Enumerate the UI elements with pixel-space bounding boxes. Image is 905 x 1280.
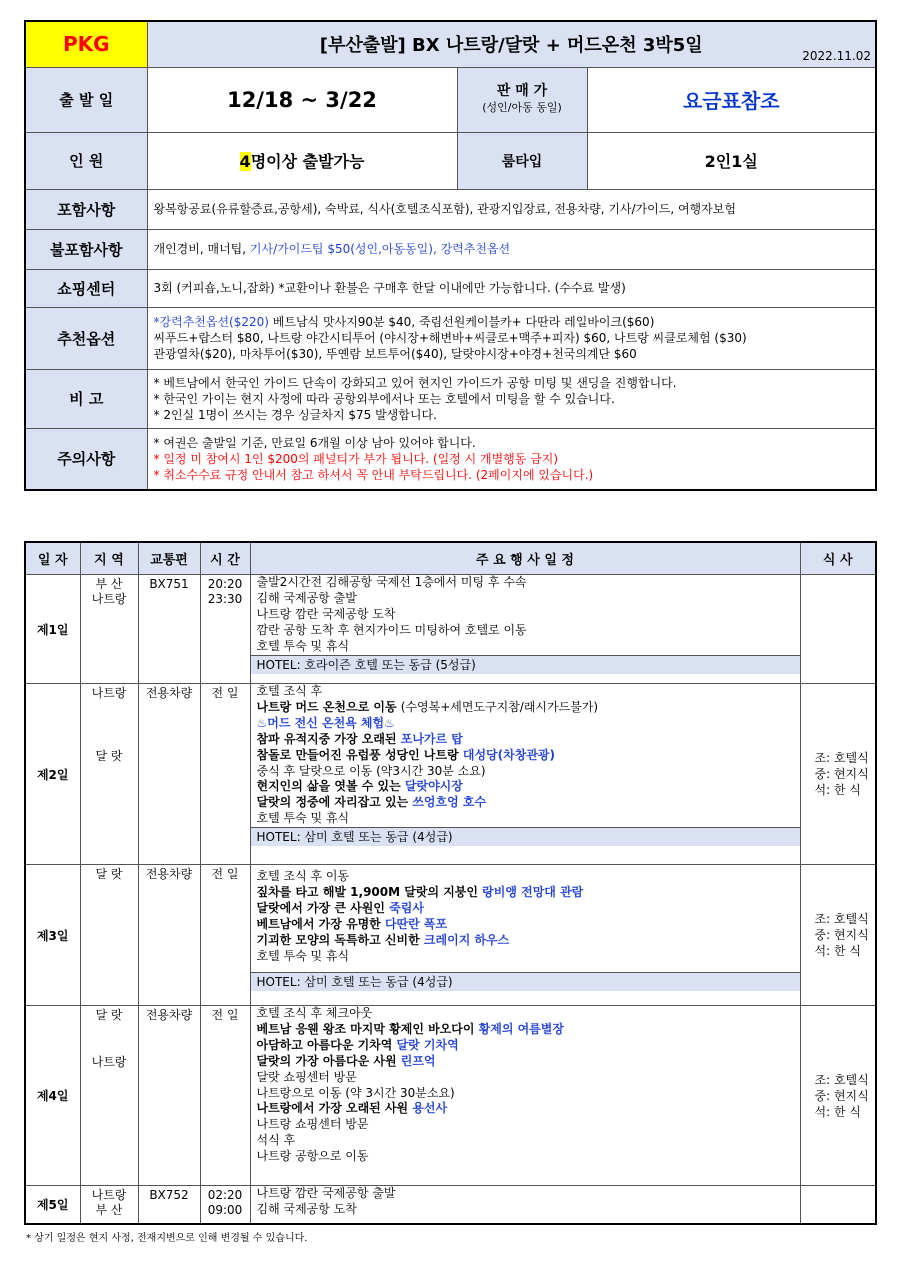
activity-line: 나트랑 깜란 국제공항 도착	[256, 606, 396, 621]
day-label: 제1일	[25, 575, 80, 684]
col-header-time: 시 간	[200, 542, 250, 575]
day-row	[25, 1006, 876, 1186]
shopping-text: 3회 (커피숍,노니,잡화) *교환이나 환불은 구매후 한달 이내에만 가능합니다. (수수료 발생)	[147, 269, 876, 307]
options-label: 추천옵션	[25, 307, 147, 369]
day-label: 제3일	[25, 865, 80, 1006]
activity-line: 중식 후 달랏으로 이동 (약3시간 30분 소요)	[256, 763, 486, 778]
meal-line: 중: 현지식	[814, 928, 869, 942]
activity-highlight: 황제의 여름별장	[478, 1021, 564, 1036]
day-label: 제4일	[25, 1006, 80, 1186]
caution-text	[147, 428, 876, 490]
remarks-label: 비 고	[25, 369, 147, 428]
activity-line: 석식 후	[256, 1133, 296, 1148]
price-label-sub: (성인/아동 동일)	[482, 101, 562, 114]
activity-line: 호텔 조식 후 이동	[256, 869, 350, 883]
options-line-1	[154, 314, 870, 330]
day-activities	[250, 1186, 800, 1224]
hotel-info: HOTEL: 삼미 호텔 또는 동급 (4성급)	[251, 827, 800, 846]
day-region	[80, 1186, 138, 1224]
day-time: 전 일	[200, 865, 250, 1006]
region-line: 부 산	[95, 577, 123, 591]
activity-line	[251, 700, 800, 716]
meal-line: 석: 한 식	[814, 944, 861, 958]
options-line-2: 씨푸드+랍스터 $80, 나트랑 야간시티투어 (야시장+해변바+씨클로+맥주+피자) $60, 나트랑 씨클로체험 ($30)	[153, 331, 747, 345]
activity-line: 호텔 투숙 및 휴식	[256, 638, 350, 653]
day-transport: 전용차량	[138, 1006, 200, 1186]
region-line: 나트랑	[91, 1055, 127, 1069]
region-line: 나트랑	[91, 592, 127, 606]
activity-highlight: 린프억	[400, 1053, 436, 1068]
day-transport: BX752	[138, 1186, 200, 1224]
activity-highlight: 죽림사	[389, 900, 424, 915]
caution-line-2: * 일정 미 참여시 1인 $200의 패널티가 부가 됩니다. (일정 시 개별행동 금지)	[153, 451, 559, 466]
activity-line	[251, 901, 800, 917]
shopping-label: 쇼핑센터	[25, 269, 147, 307]
activity-line	[251, 1054, 800, 1070]
day-label: 제2일	[25, 684, 80, 865]
activity-main: 짚차를 타고 해발 1,900M 달랏의 지붕인	[256, 884, 483, 899]
activity-line: 김해 국제공항 출발	[256, 590, 357, 605]
remarks-line-1: * 베트남에서 한국인 가이드 단속이 강화되고 있어 현지인 가이드가 공항 미팅 및 샌딩을 진행합니다.	[153, 375, 677, 390]
activity-main: 참파 유적지중 가장 오래된	[256, 731, 401, 746]
day-meals	[800, 1186, 876, 1224]
pkg-badge: PKG	[25, 21, 147, 67]
people-min-count: 4	[239, 152, 251, 171]
col-header-day: 일 자	[25, 542, 80, 575]
day-meals	[800, 684, 876, 865]
region-line: 나트랑	[91, 686, 127, 700]
day-label: 제5일	[25, 1186, 80, 1224]
activity-main: 베트남에서 가장 유명한	[256, 916, 385, 931]
day-meals	[800, 575, 876, 684]
included-label: 포함사항	[25, 189, 147, 229]
day-activities	[250, 575, 800, 684]
day-region	[80, 684, 138, 865]
people-text: 명이상 출발가능	[250, 152, 365, 171]
activity-main: 달랏의 가장 아름다운 사원	[256, 1053, 401, 1068]
activity-main: 참돌로 만들어진 유럽풍 성당인 나트랑	[256, 747, 463, 762]
day-activities	[250, 1006, 800, 1186]
day-row	[25, 575, 876, 684]
activity-highlight: 달랏 기차역	[396, 1037, 459, 1052]
day-row	[25, 865, 876, 1006]
title-text: [부산출발] BX 나트랑/달랏 + 머드온천 3박5일	[319, 35, 703, 57]
activity-line: 호텔 조식 후 체크아웃	[256, 1006, 373, 1020]
excluded-part-b: 기사/가이드팁 $50(성인,아동동일), 강력추천옵션	[249, 242, 511, 256]
day-transport: BX751	[138, 575, 200, 684]
day-transport: 전용차량	[138, 865, 200, 1006]
activity-main: 달랏의 정중에 자리잡고 있는	[256, 795, 413, 810]
activity-line: 나트랑 공항으로 이동	[256, 1149, 369, 1164]
activity-line: 호텔 투숙 및 휴식	[256, 948, 350, 963]
day-meals	[800, 1006, 876, 1186]
people-label: 인 원	[25, 132, 147, 189]
activity-line: 호텔 조식 후	[256, 684, 323, 698]
activity-line: 김해 국제공항 도착	[256, 1201, 357, 1216]
activity-main: 달랏에서 가장 큰 사원인	[256, 900, 390, 915]
meal-line: 석: 한 식	[814, 1104, 861, 1119]
excluded-label: 불포함사항	[25, 229, 147, 269]
activity-highlight: 대성당(차창관광)	[462, 747, 555, 762]
time-line: 20:20	[207, 577, 243, 591]
activity-main: 기괴한 모양의 독특하고 신비한	[256, 932, 424, 947]
activity-highlight: 다딴란 폭포	[384, 916, 448, 931]
meal-line: 조: 호텔식	[814, 1072, 869, 1087]
activity-line	[251, 779, 800, 795]
package-title	[147, 21, 876, 67]
day-row	[25, 1186, 876, 1224]
activity-detail: (수영복+세면도구지참/래시가드불가)	[400, 699, 599, 714]
activity-line	[251, 885, 800, 901]
col-header-meals: 식 사	[800, 542, 876, 575]
activity-line	[251, 732, 800, 748]
options-strong-recommend: *강력추천옵션($220)	[153, 315, 273, 329]
activity-highlight: 랑비앵 전망대 관람	[482, 884, 584, 899]
day-row	[25, 684, 876, 865]
activity-main: 나트랑 머드 온천으로 이동	[256, 699, 401, 714]
region-line: 나트랑	[91, 1188, 127, 1202]
activity-line	[251, 1022, 800, 1038]
activity-line	[251, 1101, 800, 1117]
col-header-region: 지 역	[80, 542, 138, 575]
activity-line: 깜란 공항 도착 후 현지가이드 미팅하여 호텔로 이동	[256, 622, 527, 637]
activity-line	[251, 748, 800, 764]
col-header-transport: 교통편	[138, 542, 200, 575]
hotel-info: HOTEL: 호라이즌 호텔 또는 동급 (5성급)	[251, 655, 800, 674]
day-time: 전 일	[200, 1006, 250, 1186]
activity-line	[251, 1038, 800, 1054]
excluded-part-a: 개인경비, 매너팁,	[153, 242, 250, 256]
activity-line: 나트랑 깜란 국제공항 출발	[256, 1186, 396, 1200]
price-label-main: 판 매 가	[496, 83, 548, 99]
col-header-itinerary: 주 요 행 사 일 정	[250, 542, 800, 575]
activity-line	[251, 795, 800, 811]
options-line-3: 관광열차($20), 마차투어($30), 뚜옌람 보트투어($40), 달랏야시장+야경+천국의계단 $60	[153, 347, 637, 361]
footnote: * 상기 일정은 현지 사정, 전재지변으로 인해 변경될 수 있습니다.	[26, 1233, 308, 1244]
day-region	[80, 1006, 138, 1186]
departure-value: 12/18 ~ 3/22	[147, 67, 457, 132]
activity-line: 달랏 쇼핑센터 방문	[256, 1069, 357, 1084]
region-line: 달 랏	[95, 1008, 123, 1022]
day-transport: 전용차량	[138, 684, 200, 865]
region-line: 달 랏	[95, 749, 123, 763]
day-activities	[250, 684, 800, 865]
remarks-line-2: * 한국인 가이는 현지 사정에 따라 공항외부에서나 또는 호텔에서 미팅을 할 수 있습니다.	[153, 391, 615, 406]
activity-line: 나트랑으로 이동 (약 3시간 30분소요)	[256, 1085, 455, 1100]
day-region: 달 랏	[80, 865, 138, 1006]
activity-line: ♨머드 전신 온천욕 체험♨	[256, 715, 395, 730]
day-time	[200, 575, 250, 684]
activity-highlight: 용선사	[412, 1101, 448, 1116]
caution-line-3: * 취소수수료 규정 안내서 참고 하셔서 꼭 안내 부탁드립니다. (2페이지에 있습니다.)	[153, 467, 594, 482]
activity-main: 현지인의 삶을 엿볼 수 있는	[256, 779, 405, 794]
included-text: 왕복항공료(유류할증료,공항세), 숙박료, 식사(호텔조식포함), 관광지입장료, 전용차량, 기사/가이드, 여행자보험	[147, 189, 876, 229]
meal-line: 조: 호텔식	[814, 751, 869, 765]
remarks-line-3: * 2인실 1명이 쓰시는 경우 싱글차지 $75 발생합니다.	[153, 407, 437, 422]
itinerary-table	[24, 541, 877, 1225]
meal-line: 중: 현지식	[814, 1088, 869, 1103]
activity-main: 나트랑에서 가장 오래된 사원	[256, 1101, 413, 1116]
activity-main: 베트남 응웬 왕조 마지막 황제인 바오다이	[256, 1021, 479, 1036]
caution-label: 주의사항	[25, 428, 147, 490]
departure-label: 출 발 일	[25, 67, 147, 132]
meal-line: 석: 한 식	[814, 783, 861, 797]
activity-line	[251, 917, 800, 933]
remarks-text	[147, 369, 876, 428]
activity-line: 나트랑 쇼핑센터 방문	[256, 1117, 369, 1132]
people-value	[147, 132, 457, 189]
day-meals	[800, 865, 876, 1006]
room-value: 2인1실	[587, 132, 876, 189]
activity-highlight: 달랏야시장	[404, 779, 463, 794]
activity-line: 출발2시간전 김해공항 국제선 1층에서 미팅 후 수속	[256, 575, 527, 589]
time-line: 09:00	[207, 1203, 243, 1217]
options-text	[147, 307, 876, 369]
package-info-table	[24, 20, 877, 491]
activity-line	[251, 933, 800, 949]
day-activities	[250, 865, 800, 1006]
excluded-text	[147, 229, 876, 269]
meal-line: 조: 호텔식	[814, 912, 869, 926]
price-value: 요금표참조	[587, 67, 876, 132]
room-label: 룸타입	[457, 132, 587, 189]
document-date: 2022.11.02	[802, 48, 871, 63]
activity-highlight: 크레이지 하우스	[423, 932, 510, 947]
activity-line: 호텔 투숙 및 휴식	[256, 811, 350, 826]
day-time: 전 일	[200, 684, 250, 865]
time-line: 23:30	[207, 592, 243, 606]
time-line: 02:20	[207, 1188, 243, 1202]
activity-highlight: 쓰엉흐엉 호수	[412, 795, 487, 810]
options-line-1-text: 베트남식 맛사지90분 $40, 죽림선원케이블카+ 다딴라 레일바이크($60)	[272, 315, 655, 329]
day-time	[200, 1186, 250, 1224]
hotel-info: HOTEL: 삼미 호텔 또는 동급 (4성급)	[251, 972, 800, 991]
meal-line: 중: 현지식	[814, 767, 869, 781]
caution-line-1: * 여권은 출발일 기준, 만료일 6개월 이상 남아 있어야 합니다.	[153, 435, 476, 450]
region-line: 부 산	[95, 1203, 123, 1217]
day-region	[80, 575, 138, 684]
activity-highlight: 포나가르 탑	[400, 731, 463, 746]
price-label	[457, 67, 587, 132]
activity-main: 아담하고 아름다운 기차역	[256, 1037, 397, 1052]
